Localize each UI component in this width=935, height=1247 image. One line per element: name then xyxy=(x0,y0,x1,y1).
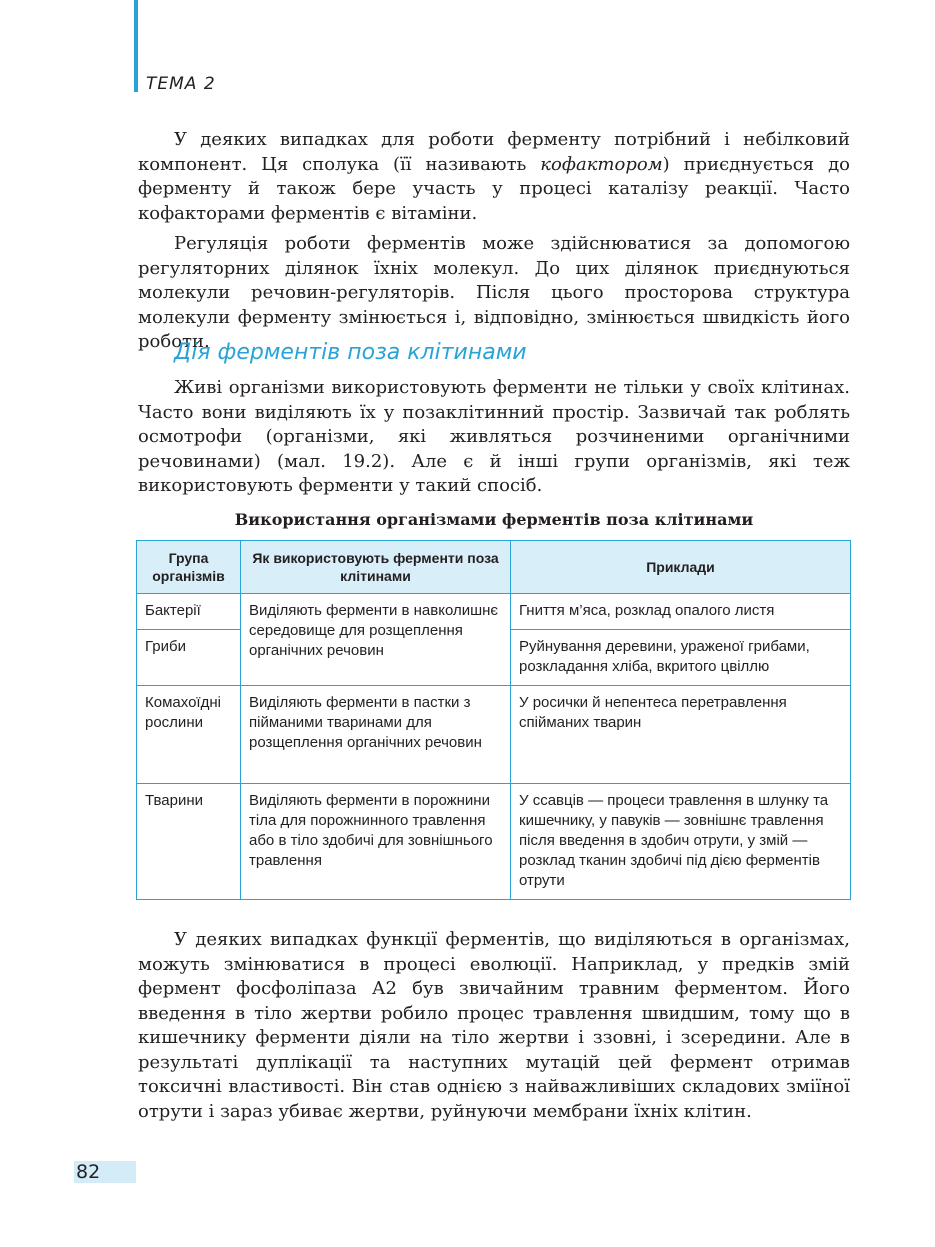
section-text xyxy=(138,376,850,499)
table-title: Використання організмами ферментів поза клітинами xyxy=(234,510,754,529)
cell-how: Виділяють ферменти в порожнини тіла для порожнинного травлення або в тіло здобичі для зовнішнього травлення xyxy=(241,784,511,900)
cell-how: Виділяють ферменти в навколишнє середовище для розщеплення органічних речовин xyxy=(241,594,511,686)
cell-group: Тварини xyxy=(137,784,241,900)
evolution-paragraph: У деяких випадках функції ферментів, що виділяються в організмах, можуть змінюватися в процесі еволюції. Наприклад, у предків змій фермент фосфоліпаза А2 був звичайним травним ферментом. Його введення в тіло жертви робило процес травлення швидшим, тому що в кишечнику ферменти діяли на тіло жертви і ззовні, і зсередини. Але в результаті дуплікації та наступних мутацій цей фермент отримав токсичні властивості. Він став однією з найважливіших складових зміїної отрути і зараз убиває жертви, руйнуючи мембрани їхніх клітин. xyxy=(138,929,850,1122)
page-number: 82 xyxy=(76,1161,101,1183)
cofactor-text-before: У деяких випадках для роботи ферменту потрібний і небілковий компонент. Ця сполука (її називають xyxy=(138,129,850,175)
evolution-text xyxy=(138,928,850,1124)
table-row xyxy=(137,594,851,630)
cofactor-term: кофактором xyxy=(540,153,663,175)
section-paragraph: Живі організми використовують ферменти не тільки у своїх клітинах. Часто вони виділяють їх у позаклітинний простір. Зазвичай так роблять осмотрофи (організми, які живляться розчиненими органічними речовинами) (мал. 19.2). Але є й інші групи організмів, які теж використовують ферменти у такий спосіб. xyxy=(138,377,850,496)
cofactor-text-after: ) приєднується до ферменту й також бере участь у процесі каталізу реакції. Часто кофакторами ферментів є вітаміни. xyxy=(138,153,850,224)
intro-text xyxy=(138,128,850,355)
cell-group: Бактерії xyxy=(137,594,241,630)
cell-group: Гриби xyxy=(137,630,241,686)
header-how: Як використовують ферменти поза клітинами xyxy=(241,541,511,594)
topic-label: ТЕМА 2 xyxy=(146,74,216,94)
header-examples: Приклади xyxy=(511,541,851,594)
accent-bar xyxy=(134,0,138,92)
header-group: Група організмів xyxy=(137,541,241,594)
cell-example: У ссавців — процеси травлення в шлунку та кишечнику, у павуків — зовнішнє травлення після введення в здобич отрути, у змій — розклад тканин здобичі під дією ферментів отрути xyxy=(511,784,851,900)
enzymes-table xyxy=(136,540,851,900)
cell-group: Комахоїдні рослини xyxy=(137,686,241,784)
cell-example: Гниття м’яса, розклад опалого листя xyxy=(511,594,851,630)
cofactor-paragraph xyxy=(138,128,850,226)
table-header-row xyxy=(137,541,851,594)
cell-example: У росички й непентеса перетравлення спійманих тварин xyxy=(511,686,851,784)
table-row xyxy=(137,784,851,900)
table-row xyxy=(137,686,851,784)
page-number-tab xyxy=(74,1161,136,1183)
regulation-paragraph: Регуляція роботи ферментів може здійснюватися за допомогою регуляторних ділянок їхніх молекул. До цих ділянок приєднуються молекули речовин-регуляторів. Після цього просторова структура молекули ферменту змінюється і, відповідно, змінюється швидкість його роботи. xyxy=(138,233,850,352)
section-heading: Дія ферментів поза клітинами xyxy=(174,340,527,365)
cell-how: Виділяють ферменти в пастки з пійманими тваринами для розщеплення органічних речовин xyxy=(241,686,511,784)
cell-example: Руйнування деревини, ураженої грибами, розкладання хліба, вкритого цвіллю xyxy=(511,630,851,686)
